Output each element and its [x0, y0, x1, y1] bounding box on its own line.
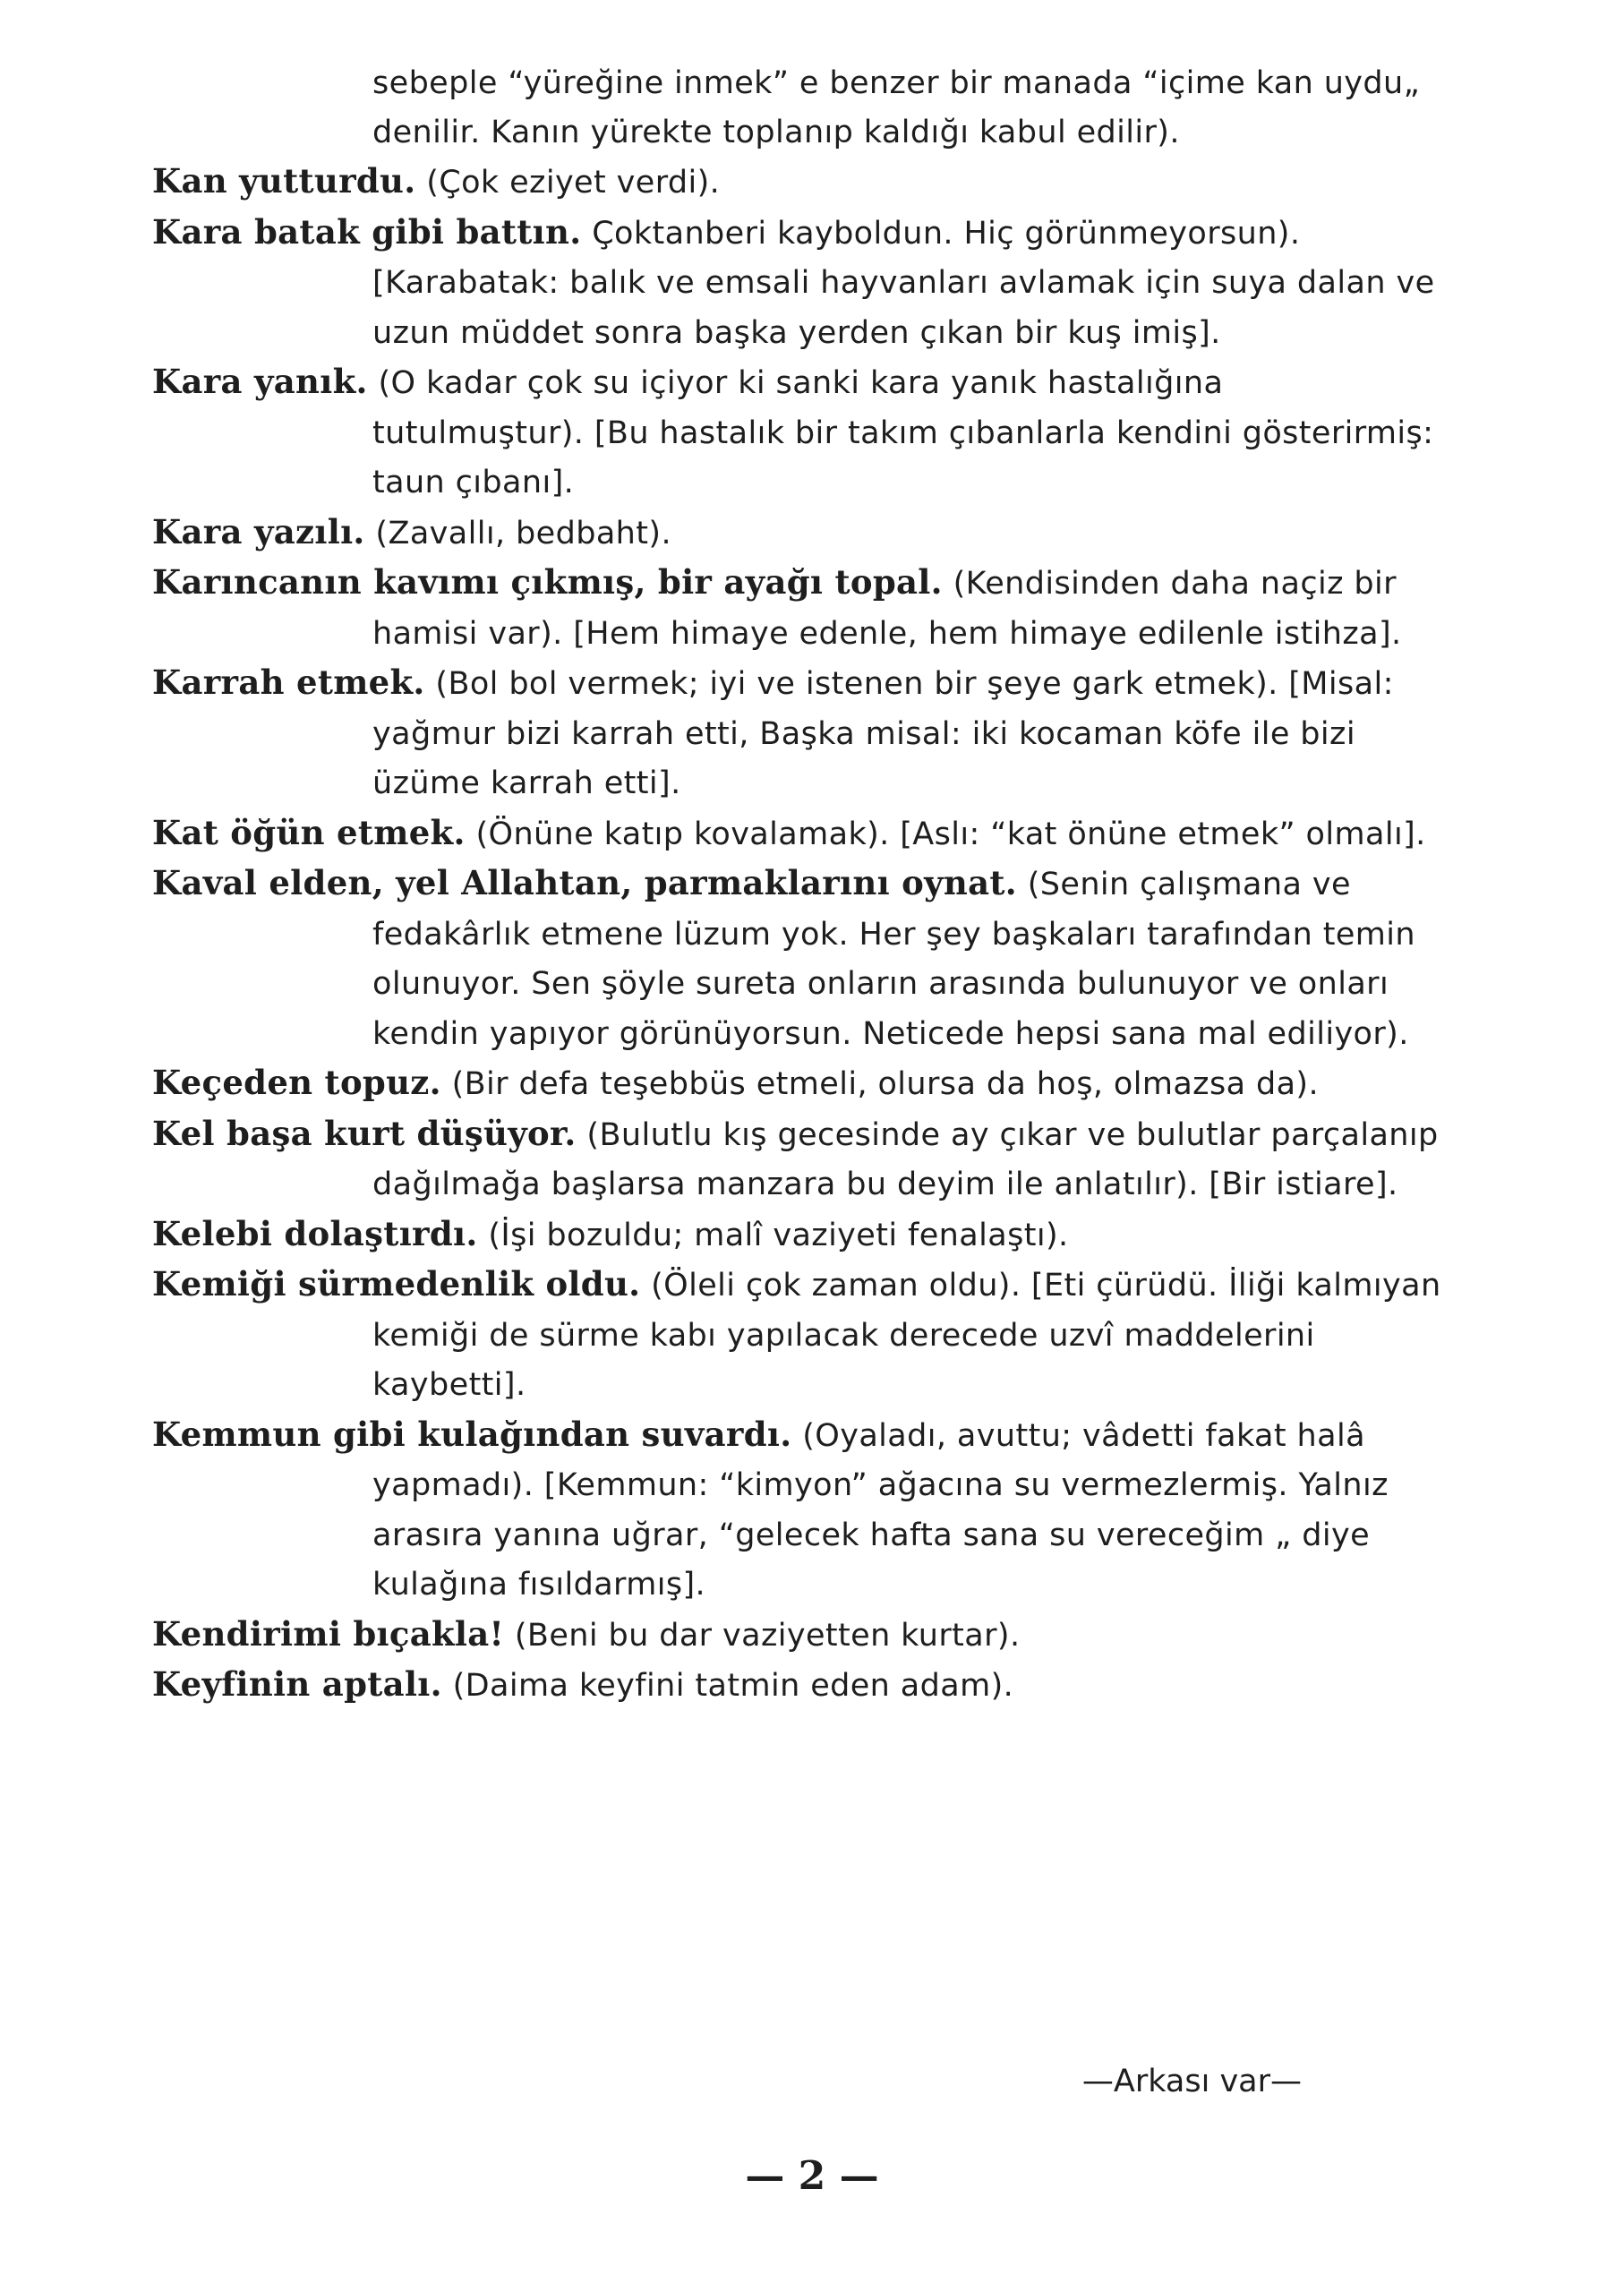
entry-text: (Bulutlu kış gecesinde ay çıkar ve bulutlar parçalanıp dağılmağa başlarsa manzara bu deyim ile anlatılır). [Bir istiare].	[372, 1116, 1439, 1202]
entry-head: Karıncanın kavımı çıkmış, bir ayağı topal.	[152, 562, 943, 602]
entry-kelebi-dolastirdi	[152, 1210, 1441, 1261]
entry-text: (Önüne katıp kovalamak). [Aslı: “kat önüne etmek” olmalı].	[475, 816, 1426, 852]
entry-head: Kemmun gibi kulağından suvardı.	[152, 1414, 792, 1454]
entry-text: (Bir defa teşebbüs etmeli, olursa da hoş, olmazsa da).	[451, 1066, 1319, 1102]
page-number: — 2 —	[745, 2153, 879, 2199]
entry-head: Kara yazılı.	[152, 511, 365, 551]
entry-text: (Kendisinden daha naçiz bir hamisi var). [Hem himaye edenle, hem himaye edilenle istihza].	[372, 566, 1402, 652]
entry-head: Keçeden topuz.	[152, 1063, 441, 1102]
continuation-paragraph: sebeple “yüreğine inmek” e benzer bir manada “içime kan uydu„ denilir. Kanın yürekte toplanıp kaldığı kabul edilir).	[372, 65, 1421, 150]
entry-head: Kan yutturdu.	[152, 161, 416, 201]
entry-text: (Oyaladı, avuttu; vâdetti fakat halâ yapmadı). [Kemmun: “kimyon” ağacına su vermezlermiş. Yalnız arasıra yanına uğrar, “gelecek hafta sana su vereceğim „ diye kulağına fısıldarmış].	[372, 1417, 1389, 1603]
entry-text: Çoktanberi kayboldun. Hiç görünmeyorsun). [Karabatak: balık ve emsali hayvanları avlamak için suya dalan ve uzun müddet sonra başka yerden çıkan bir kuş imiş].	[372, 215, 1435, 351]
entry-text: (O kadar çok su içiyor ki sanki kara yanık hastalığına tutulmuştur). [Bu hastalık bir takım çıbanlarla kendini gösterirmiş: taun çıbanı].	[372, 365, 1434, 500]
entry-kara-yanik	[152, 357, 1441, 508]
continued-note: —Arkası var—	[1081, 2064, 1302, 2099]
entry-kemigi-surmedenlik	[152, 1260, 1441, 1410]
entry-head: Kelebi dolaştırdı.	[152, 1213, 478, 1253]
entry-text: (Bol bol vermek; iyi ve istenen bir şeye gark etmek). [Misal: yağmur bizi karrah etti, Başka misal: iki kocaman köfe ile bizi üzüme karrah etti].	[372, 666, 1394, 801]
dictionary-entries	[152, 59, 1441, 1711]
entry-text: (Zavallı, bedbaht).	[375, 515, 671, 551]
entry-text: (İşi bozuldu; malî vaziyeti fenalaştı).	[488, 1217, 1069, 1253]
entry-head: Kel başa kurt düşüyor.	[152, 1113, 577, 1153]
entry-kendirimi-bicakla	[152, 1610, 1441, 1661]
entry-kemmun-gibi	[152, 1410, 1441, 1610]
entry-head: Keyfinin aptalı.	[152, 1664, 442, 1704]
entry-head: Kendirimi bıçakla!	[152, 1613, 505, 1654]
entry-kan-yutturdu	[152, 157, 1441, 208]
entry-text: (Öleli çok zaman oldu). [Eti çürüdü. İliği kalmıyan kemiği de sürme kabı yapılacak derecede uzvî maddelerini kaybetti].	[372, 1268, 1441, 1403]
entry-kaval-elden	[152, 859, 1441, 1058]
entry-karincanin-kavimi	[152, 558, 1441, 658]
entry-kara-batak	[152, 208, 1441, 358]
entry-karrah-etmek	[152, 658, 1441, 808]
entry-head: Kemiği sürmedenlik oldu.	[152, 1264, 641, 1304]
entry-text: (Senin çalışmana ve fedakârlık etmene lüzum yok. Her şey başkaları tarafından temin olunuyor. Sen şöyle sureta onların arasında bulunuyor ve onları kendin yapıyor görünüyorsun. Neticede hepsi sana mal ediliyor).	[372, 867, 1415, 1052]
entry-head: Karrah etmek.	[152, 663, 425, 702]
entry-kara-yazili	[152, 508, 1441, 559]
entry-head: Kat öğün etmek.	[152, 812, 466, 852]
entry-head: Kara yanık.	[152, 362, 368, 401]
entry-kat-ogun-etmek	[152, 808, 1441, 859]
entry-head: Kara batak gibi battın.	[152, 211, 582, 252]
entry-text: (Daima keyfini tatmin eden adam).	[452, 1668, 1014, 1704]
entry-keyfinin-aptali	[152, 1660, 1441, 1711]
entry-head: Kaval elden, yel Allahtan, parmaklarını oynat.	[152, 863, 1017, 902]
entry-keceden-topuz	[152, 1058, 1441, 1109]
entry-text: (Çok eziyet verdi).	[426, 165, 721, 201]
entry-kel-basa	[152, 1109, 1441, 1210]
entry-text: (Beni bu dar vaziyetten kurtar).	[514, 1617, 1021, 1654]
